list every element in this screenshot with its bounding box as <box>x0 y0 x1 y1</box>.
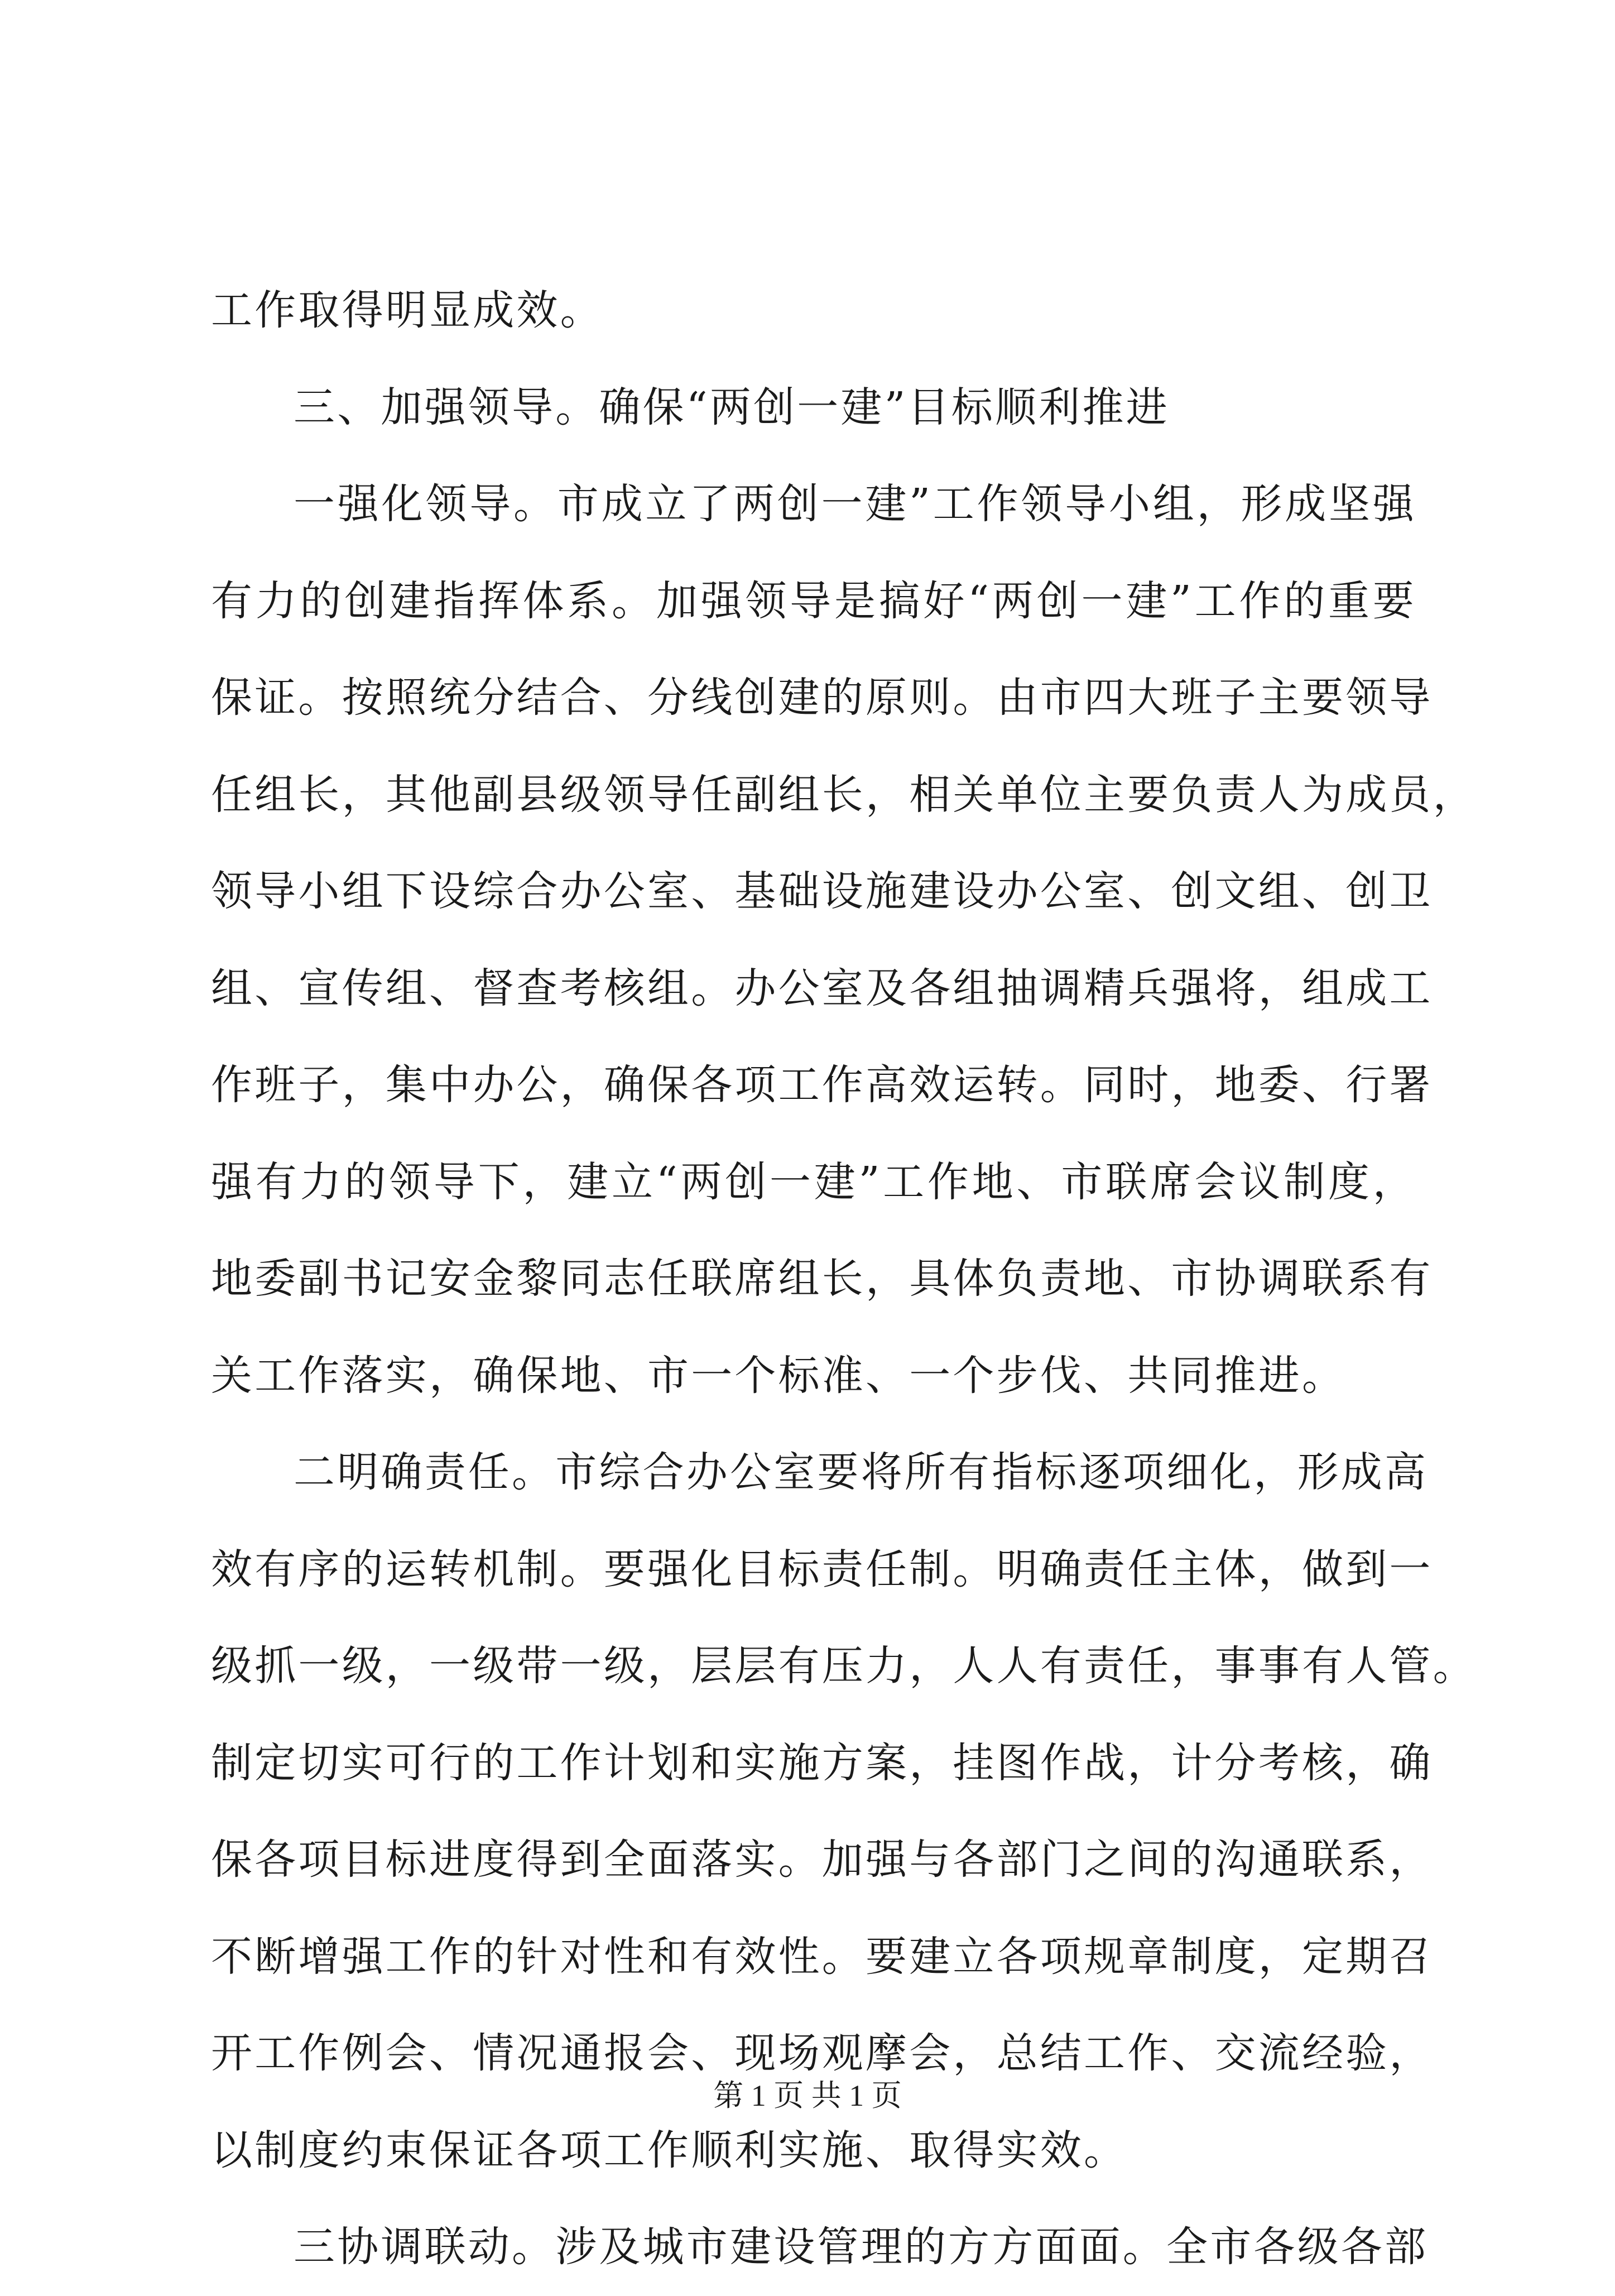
paragraph-line: 强有力的领导下，建立“两创一建”工作地、市联席会议制度， <box>211 1157 1416 1206</box>
paragraph-line: 效有序的运转机制。要强化目标责任制。明确责任主体，做到一 <box>211 1545 1433 1593</box>
paragraph-line: 地委副书记安金黎同志任联席组长，具体负责地、市协调联系有 <box>211 1255 1433 1303</box>
paragraph-line: 级抓一级，一级带一级，层层有压力，人人有责任，事事有人管。 <box>211 1642 1477 1690</box>
paragraph-line: 有力的创建指挥体系。加强领导是搞好“两创一建”工作的重要 <box>211 577 1416 625</box>
paragraph-line: 开工作例会、情况通报会、现场观摩会，总结工作、交流经验， <box>211 2029 1433 2077</box>
paragraph-line: 制定切实可行的工作计划和实施方案，挂图作战，计分考核，确 <box>211 1738 1433 1787</box>
paragraph-line: 三协调联动。涉及城市建设管理的方方面面。全市各级各部 <box>294 2223 1429 2271</box>
document-body <box>211 262 1477 2296</box>
paragraph-line: 组、宣传组、督查考核组。办公室及各组抽调精兵强将，组成工 <box>211 964 1433 1012</box>
paragraph-line: 作班子，集中办公，确保各项工作高效运转。同时，地委、行署 <box>211 1061 1433 1109</box>
page-number-footer: 第 1 页 共 1 页 <box>713 2079 902 2112</box>
paragraph-line: 以制度约束保证各项工作顺利实施、取得实效。 <box>211 2126 1128 2174</box>
paragraph-line: 关工作落实，确保地、市一个标准、一个步伐、共同推进。 <box>211 1351 1346 1400</box>
paragraph-line: 不断增强工作的针对性和有效性。要建立各项规章制度，定期召 <box>211 1932 1433 1981</box>
paragraph-line: 领导小组下设综合办公室、基础设施建设办公室、创文组、创卫 <box>211 867 1433 915</box>
paragraph-line: 任组长，其他副县级领导任副组长，相关单位主要负责人为成员， <box>211 770 1477 819</box>
paragraph-line: 二明确责任。市综合办公室要将所有指标逐项细化，形成高 <box>294 1448 1429 1496</box>
paragraph-line: 一强化领导。市成立了两创一建”工作领导小组，形成坚强 <box>294 480 1416 528</box>
paragraph-line: 保各项目标进度得到全面落实。加强与各部门之间的沟通联系， <box>211 1836 1433 1884</box>
text-line: 工作取得明显成效。 <box>211 286 604 334</box>
paragraph-line: 保证。按照统分结合、分线创建的原则。由市四大班子主要领导 <box>211 674 1433 722</box>
section-heading: 三、加强领导。确保“两创一建”目标顺利推进 <box>294 383 1170 431</box>
